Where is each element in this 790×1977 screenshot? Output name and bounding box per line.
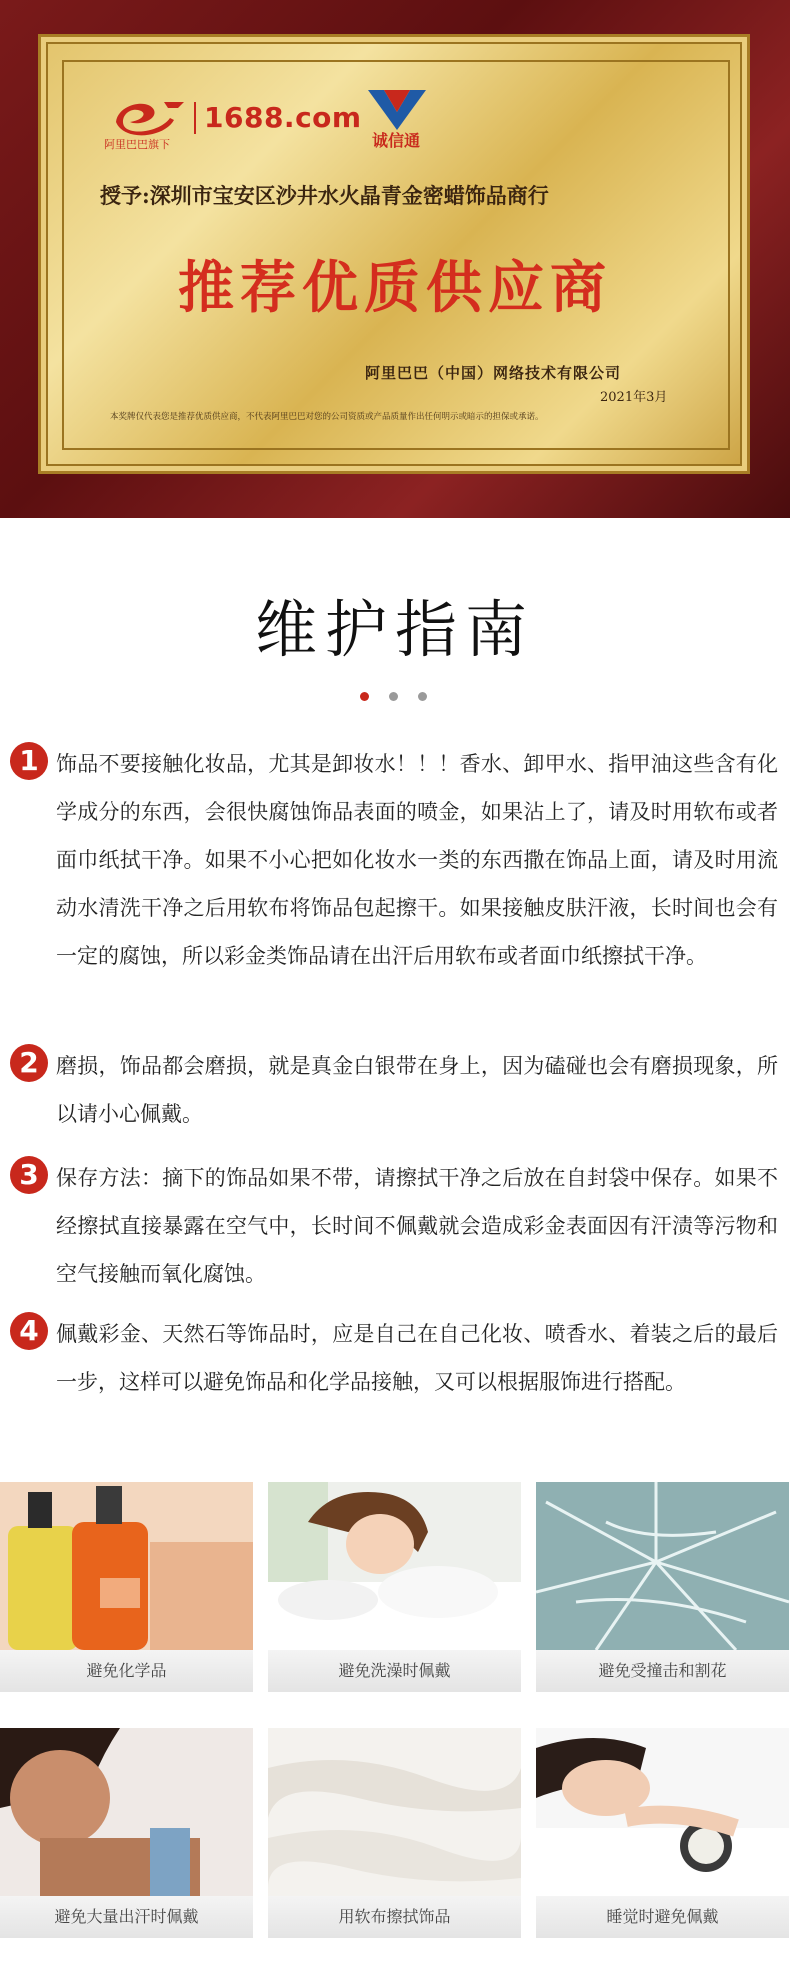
photo-soft-cloth bbox=[268, 1728, 521, 1938]
issuer-name: 阿里巴巴（中国）网络技术有限公司 bbox=[365, 364, 622, 382]
photo-caption: 避免大量出汗时佩戴 bbox=[0, 1896, 253, 1938]
cosmetic-bottles-icon bbox=[0, 1482, 253, 1650]
number-badge: 2 bbox=[10, 1044, 48, 1082]
guide-item-text: 佩戴彩金、天然石等饰品时，应是自己在自己化妆、喷香水、着装之后的最后一步，这样可以避免饰品和化学品接触，又可以根据服饰进行搭配。 bbox=[56, 1322, 778, 1394]
issue-date: 2021年3月 bbox=[600, 390, 668, 405]
dot-active bbox=[360, 692, 369, 701]
site-logo: 1688.com bbox=[194, 102, 362, 134]
alibaba-logo-subtext: 阿里巴巴旗下 bbox=[104, 138, 170, 151]
guide-item-1 bbox=[10, 740, 780, 1030]
chengxintong-logo-icon bbox=[364, 86, 430, 132]
dot bbox=[418, 692, 427, 701]
photo-cracked-glass bbox=[536, 1482, 789, 1692]
alibaba-logo-icon bbox=[108, 92, 190, 142]
photo-sweating bbox=[0, 1728, 253, 1938]
soft-cloth-icon bbox=[268, 1728, 521, 1896]
guide-item-2 bbox=[10, 1042, 780, 1142]
chengxintong-label: 诚信通 bbox=[372, 131, 421, 150]
photo-caption: 睡觉时避免佩戴 bbox=[536, 1896, 789, 1938]
woman-bathing-icon bbox=[268, 1482, 521, 1650]
award-title: 推荐优质供应商 bbox=[178, 256, 612, 321]
photo-sleeping bbox=[536, 1728, 789, 1938]
number-badge: 3 bbox=[10, 1156, 48, 1194]
grant-line: 授予:深圳市宝安区沙井水火晶青金密蜡饰品商行 bbox=[100, 183, 549, 208]
woman-sleeping-icon bbox=[536, 1728, 789, 1896]
photo-caption: 用软布擦拭饰品 bbox=[268, 1896, 521, 1938]
guide-title: 维护指南 bbox=[254, 593, 535, 666]
photo-caption: 避免洗澡时佩戴 bbox=[268, 1650, 521, 1692]
photo-caption: 避免化学品 bbox=[0, 1650, 253, 1692]
guide-item-text: 饰品不要接触化妆品，尤其是卸妆水！！！香水、卸甲水、指甲油这些含有化学成分的东西，会很快腐蚀饰品表面的喷金，如果沾上了，请及时用软布或者面巾纸拭干净。如果不小心把如化妆水一类的东西撒在饰品上面，请及时用流动水清洗干净之后用软布将饰品包起擦干。如果接触皮肤汗液，长时间也会有一定的腐蚀，所以彩金类饰品请在出汗后用软布或者面巾纸擦拭干净。 bbox=[56, 752, 778, 968]
carousel-dots bbox=[360, 692, 427, 701]
photo-bathing bbox=[268, 1482, 521, 1692]
dot bbox=[389, 692, 398, 701]
award-plaque bbox=[0, 0, 790, 518]
plaque-disclaimer: 本奖牌仅代表您是推荐优质供应商，不代表阿里巴巴对您的公司资质或产品质量作出任何明示或暗示的担保或承诺。 bbox=[110, 412, 544, 422]
number-badge: 1 bbox=[10, 742, 48, 780]
number-badge: 4 bbox=[10, 1312, 48, 1350]
guide-item-text: 保存方法：摘下的饰品如果不带，请擦拭干净之后放在自封袋中保存。如果不经擦拭直接暴露在空气中，长时间不佩戴就会造成彩金表面因有汗渍等污物和空气接触而氧化腐蚀。 bbox=[56, 1166, 778, 1286]
photo-caption: 避免受撞击和割花 bbox=[536, 1650, 789, 1692]
woman-sweating-icon bbox=[0, 1728, 253, 1896]
guide-item-3 bbox=[10, 1154, 780, 1304]
guide-item-4 bbox=[10, 1310, 780, 1460]
guide-item-text: 磨损，饰品都会磨损，就是真金白银带在身上，因为磕碰也会有磨损现象，所以请小心佩戴。 bbox=[56, 1054, 778, 1126]
cracked-glass-icon bbox=[536, 1482, 789, 1650]
photo-cosmetics bbox=[0, 1482, 253, 1692]
